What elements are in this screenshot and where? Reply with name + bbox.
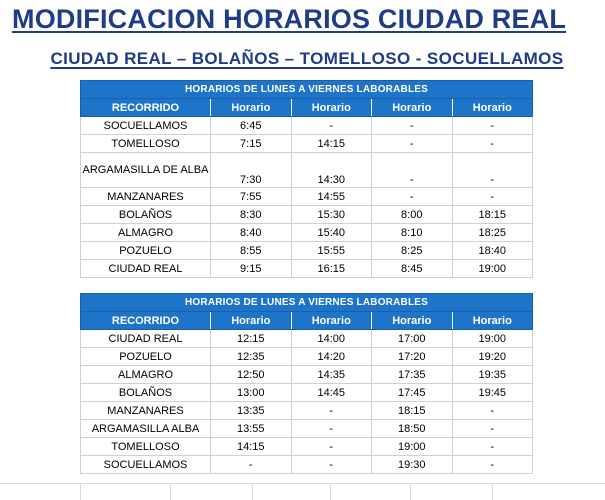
table-row xyxy=(81,135,533,153)
time-cell: 18:15 xyxy=(372,402,453,420)
time-cell: 12:15 xyxy=(211,330,292,348)
time-cell: 12:35 xyxy=(211,348,292,366)
time-cell: 17:45 xyxy=(372,384,453,402)
table-banner: HORARIOS DE LUNES A VIERNES LABORABLES xyxy=(81,294,533,312)
stop-name: POZUELO xyxy=(81,242,211,260)
table-row xyxy=(81,348,533,366)
time-cell: 19:45 xyxy=(452,384,533,402)
time-cell: 14:15 xyxy=(211,438,292,456)
stop-name: SOCUELLAMOS xyxy=(81,117,211,135)
table-row xyxy=(81,188,533,206)
table-row xyxy=(81,402,533,420)
stop-name: ARGAMASILLA ALBA xyxy=(81,420,211,438)
time-cell: - xyxy=(291,402,372,420)
stop-name: BOLAÑOS xyxy=(81,206,211,224)
time-cell: 6:45 xyxy=(211,117,292,135)
time-cell: 13:35 xyxy=(211,402,292,420)
time-cell: 15:30 xyxy=(291,206,372,224)
time-cell: 7:55 xyxy=(211,188,292,206)
time-cell: - xyxy=(452,420,533,438)
table-banner: HORARIOS DE LUNES A VIERNES LABORABLES xyxy=(81,81,533,99)
time-cell: 7:30 xyxy=(211,153,292,188)
page-title: MODIFICACION HORARIOS CIUDAD REAL xyxy=(12,4,567,34)
grid-divider xyxy=(330,484,331,500)
stop-name: TOMELLOSO xyxy=(81,438,211,456)
time-cell: - xyxy=(452,153,533,188)
time-cell: 19:00 xyxy=(372,438,453,456)
table-row xyxy=(81,260,533,278)
time-cell: - xyxy=(291,438,372,456)
column-header-route: RECORRIDO xyxy=(81,99,211,117)
stop-name: ALMAGRO xyxy=(81,224,211,242)
table-row xyxy=(81,366,533,384)
time-cell: - xyxy=(291,456,372,474)
time-cell: 15:40 xyxy=(291,224,372,242)
time-cell: 18:40 xyxy=(452,242,533,260)
time-cell: 18:15 xyxy=(452,206,533,224)
stop-name: CIUDAD REAL xyxy=(81,330,211,348)
schedule-table-return xyxy=(80,293,533,474)
time-cell: 14:00 xyxy=(291,330,372,348)
time-cell: 17:00 xyxy=(372,330,453,348)
table-row xyxy=(81,384,533,402)
stop-name: ALMAGRO xyxy=(81,366,211,384)
time-cell: 14:20 xyxy=(291,348,372,366)
time-cell: - xyxy=(372,188,453,206)
time-cell: - xyxy=(452,188,533,206)
time-cell: 9:15 xyxy=(211,260,292,278)
column-header-time: Horario xyxy=(452,99,533,117)
stop-name: CIUDAD REAL xyxy=(81,260,211,278)
stop-name: ARGAMASILLA DE ALBA xyxy=(81,153,211,188)
time-cell: 19:00 xyxy=(452,260,533,278)
time-cell: - xyxy=(452,117,533,135)
grid-divider xyxy=(80,484,81,500)
time-cell: 14:30 xyxy=(291,153,372,188)
table-row xyxy=(81,153,533,188)
spreadsheet-gridlines xyxy=(0,483,605,500)
time-cell: 15:55 xyxy=(291,242,372,260)
time-cell: - xyxy=(291,420,372,438)
time-cell: - xyxy=(452,402,533,420)
time-cell: 14:15 xyxy=(291,135,372,153)
time-cell: 8:00 xyxy=(372,206,453,224)
grid-divider xyxy=(170,484,171,500)
time-cell: 18:25 xyxy=(452,224,533,242)
column-header-time: Horario xyxy=(372,312,453,330)
stop-name: MANZANARES xyxy=(81,402,211,420)
time-cell: 7:15 xyxy=(211,135,292,153)
time-cell: 12:50 xyxy=(211,366,292,384)
time-cell: - xyxy=(452,438,533,456)
time-cell: 14:55 xyxy=(291,188,372,206)
column-header-time: Horario xyxy=(291,312,372,330)
stop-name: TOMELLOSO xyxy=(81,135,211,153)
table-row xyxy=(81,206,533,224)
table-row xyxy=(81,420,533,438)
column-header-time: Horario xyxy=(211,99,292,117)
column-header-time: Horario xyxy=(291,99,372,117)
time-cell: - xyxy=(211,456,292,474)
time-cell: 8:10 xyxy=(372,224,453,242)
column-header-time: Horario xyxy=(452,312,533,330)
time-cell: 16:15 xyxy=(291,260,372,278)
time-cell: 19:20 xyxy=(452,348,533,366)
table-row xyxy=(81,224,533,242)
time-cell: 14:35 xyxy=(291,366,372,384)
stop-name: POZUELO xyxy=(81,348,211,366)
time-cell: 8:40 xyxy=(211,224,292,242)
table-row xyxy=(81,242,533,260)
column-header-time: Horario xyxy=(211,312,292,330)
time-cell: 8:55 xyxy=(211,242,292,260)
time-cell: - xyxy=(372,135,453,153)
time-cell: 8:25 xyxy=(372,242,453,260)
time-cell: 18:50 xyxy=(372,420,453,438)
time-cell: 19:00 xyxy=(452,330,533,348)
time-cell: - xyxy=(372,153,453,188)
time-cell: 17:20 xyxy=(372,348,453,366)
time-cell: 13:00 xyxy=(211,384,292,402)
time-cell: 19:35 xyxy=(452,366,533,384)
time-cell: 8:45 xyxy=(372,260,453,278)
schedule-table-outbound xyxy=(80,80,533,278)
grid-divider xyxy=(410,484,411,500)
grid-divider xyxy=(252,484,253,500)
stop-name: SOCUELLAMOS xyxy=(81,456,211,474)
time-cell: 17:35 xyxy=(372,366,453,384)
table-row xyxy=(81,117,533,135)
time-cell: - xyxy=(452,456,533,474)
time-cell: 14:45 xyxy=(291,384,372,402)
time-cell: - xyxy=(291,117,372,135)
route-subtitle: CIUDAD REAL – BOLAÑOS – TOMELLOSO - SOCUELLAMOS xyxy=(50,49,564,68)
stop-name: BOLAÑOS xyxy=(81,384,211,402)
time-cell: 8:30 xyxy=(211,206,292,224)
table-row xyxy=(81,330,533,348)
column-header-route: RECORRIDO xyxy=(81,312,211,330)
table-row xyxy=(81,438,533,456)
time-cell: 13:55 xyxy=(211,420,292,438)
column-header-time: Horario xyxy=(372,99,453,117)
table-row xyxy=(81,456,533,474)
time-cell: - xyxy=(372,117,453,135)
time-cell: 19:30 xyxy=(372,456,453,474)
grid-divider xyxy=(492,484,493,500)
time-cell: - xyxy=(452,135,533,153)
stop-name: MANZANARES xyxy=(81,188,211,206)
